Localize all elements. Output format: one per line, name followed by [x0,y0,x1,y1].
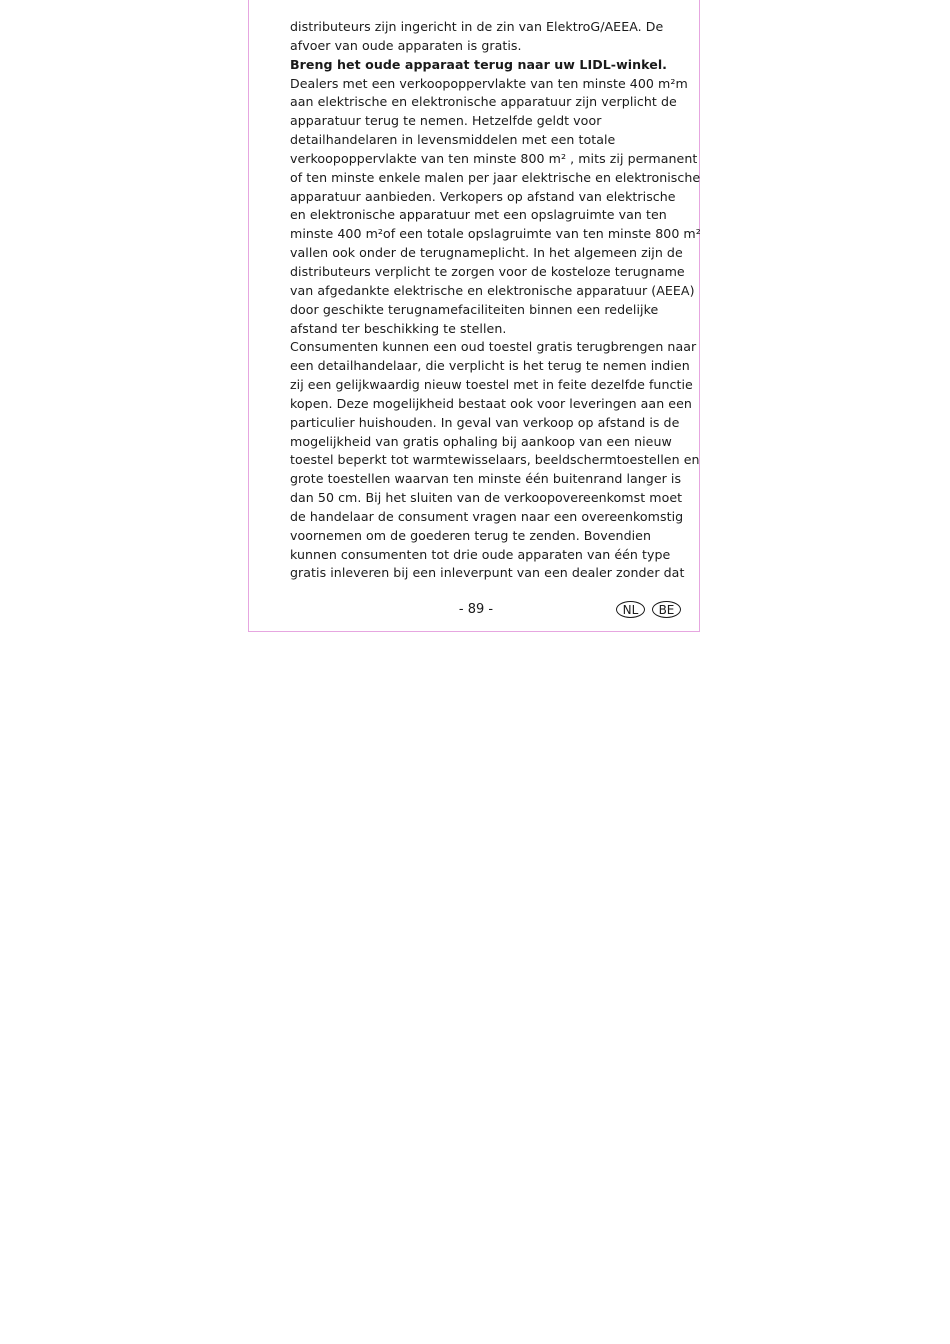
section-heading: Breng het oude apparaat terug naar uw LIDL-winkel. [290,56,668,72]
text-line: kunnen consumenten tot drie oude apparaten van één type [290,546,671,562]
text-line: afvoer van oude apparaten is gratis. [290,37,522,53]
text-line: zij een gelijkwaardig nieuw toestel met in feite dezelfde functie [290,377,693,393]
text-line: particulier huishouden. In geval van verkoop op afstand is de [290,414,680,430]
text-line: de handelaar de consument vragen naar een overeenkomstig [290,508,684,524]
text-line: toestel beperkt tot warmtewisselaars, beeldschermtoestellen en [290,452,700,468]
text-line: afstand ter beschikking te stellen. [290,320,507,336]
text-line: verkoopoppervlakte van ten minste 800 m² , mits zij permanent [290,150,698,166]
text-line: van afgedankte elektrische en elektronische apparatuur (AEEA) [290,282,695,298]
text-line: door geschikte terugnamefaciliteiten binnen een redelijke [290,301,659,317]
text-line: apparatuur terug te nemen. Hetzelfde geldt voor [290,113,602,129]
text-line: aan elektrische en elektronische apparatuur zijn verplicht de [290,94,677,110]
text-line: minste 400 m²of een totale opslagruimte van ten minste 800 m² [290,226,701,242]
text-line: en elektronische apparatuur met een opslagruimte van ten [290,207,667,223]
text-line: distributeurs zijn ingericht in de zin van ElektroG/AEEA. De [290,19,664,34]
text-line: vallen ook onder de terugnameplicht. In het algemeen zijn de [290,245,683,261]
text-line: gratis inleveren bij een inleverpunt van een dealer zonder dat [290,565,685,581]
text-line: dan 50 cm. Bij het sluiten van de verkoopovereenkomst moet [290,490,683,506]
text-line: apparatuur aanbieden. Verkopers op afstand van elektrische [290,188,676,204]
country-badge-be: BE [652,601,681,618]
text-line: detailhandelaren in levensmiddelen met een totale [290,132,616,148]
body-text [290,18,701,583]
text-line: Consumenten kunnen een oud toestel gratis terugbrengen naar [290,339,697,355]
page-footer [290,600,686,622]
text-line: grote toestellen waarvan ten minste één buitenrand langer is [290,471,682,487]
page-number: - 89 - [458,602,494,617]
text-line: Dealers met een verkoopoppervlakte van ten minste 400 m²m [290,75,688,91]
text-line: mogelijkheid van gratis ophaling bij aankoop van een nieuw [290,433,672,449]
text-line: of ten minste enkele malen per jaar elektrische en elektronische [290,169,701,185]
text-line: voornemen om de goederen terug te zenden. Bovendien [290,527,651,543]
text-line: kopen. Deze mogelijkheid bestaat ook voor leveringen aan een [290,395,692,411]
country-badge-nl: NL [616,601,645,618]
text-line: een detailhandelaar, die verplicht is het terug te nemen indien [290,358,690,374]
text-line: distributeurs verplicht te zorgen voor de kosteloze terugname [290,263,685,279]
